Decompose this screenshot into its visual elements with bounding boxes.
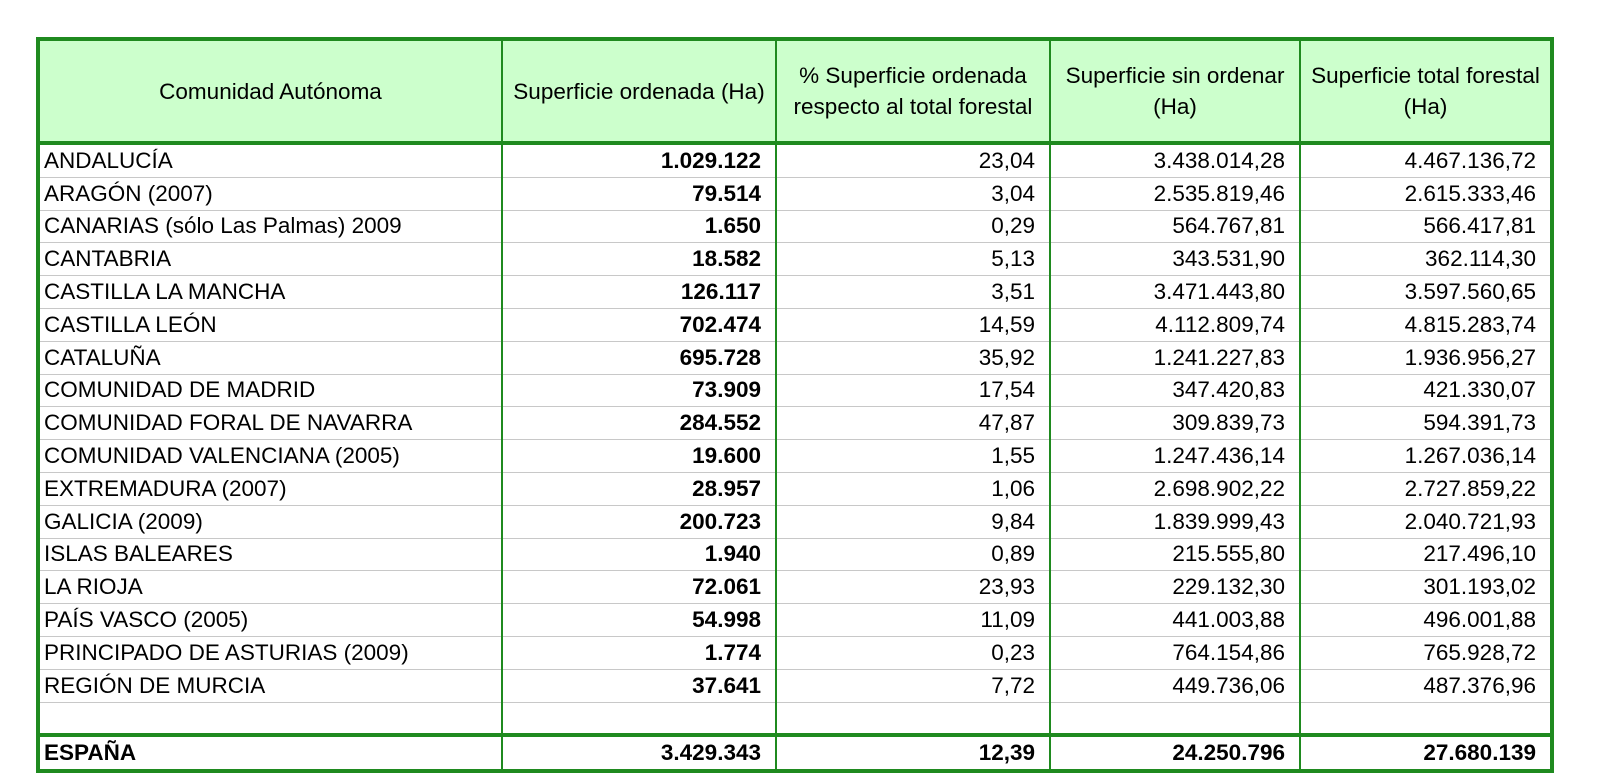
- cell-total: 566.417,81: [1300, 210, 1552, 243]
- header-total: Superficie total forestal (Ha): [1300, 39, 1552, 143]
- cell-total: 496.001,88: [1300, 604, 1552, 637]
- cell-ordered: 695.728: [502, 341, 776, 374]
- cell-total: 3.597.560,65: [1300, 276, 1552, 309]
- cell-pct: 3,51: [776, 276, 1050, 309]
- cell-region: COMUNIDAD FORAL DE NAVARRA: [38, 407, 502, 440]
- cell-region: CANTABRIA: [38, 243, 502, 276]
- cell-unordered: 449.736,06: [1050, 669, 1300, 702]
- cell-region: PRINCIPADO DE ASTURIAS (2009): [38, 636, 502, 669]
- table-row: [38, 604, 1552, 637]
- table-row: [38, 505, 1552, 538]
- table-header: [38, 39, 1552, 143]
- cell-pct: 1,55: [776, 440, 1050, 473]
- cell-pct: 47,87: [776, 407, 1050, 440]
- cell-ordered: 73.909: [502, 374, 776, 407]
- cell-ordered: 1.774: [502, 636, 776, 669]
- cell-total: 301.193,02: [1300, 571, 1552, 604]
- cell-unordered: 3.471.443,80: [1050, 276, 1300, 309]
- table-row: [38, 538, 1552, 571]
- cell-pct: 35,92: [776, 341, 1050, 374]
- total-ordered: 3.429.343: [502, 735, 776, 771]
- cell-pct: 5,13: [776, 243, 1050, 276]
- cell-total: 217.496,10: [1300, 538, 1552, 571]
- cell-region: CANARIAS (sólo Las Palmas) 2009: [38, 210, 502, 243]
- cell-unordered: 564.767,81: [1050, 210, 1300, 243]
- cell-total: 487.376,96: [1300, 669, 1552, 702]
- total-unordered: 24.250.796: [1050, 735, 1300, 771]
- cell-pct: 9,84: [776, 505, 1050, 538]
- cell-ordered: 1.940: [502, 538, 776, 571]
- cell-region: COMUNIDAD VALENCIANA (2005): [38, 440, 502, 473]
- table-row: [38, 341, 1552, 374]
- cell-unordered: 764.154,86: [1050, 636, 1300, 669]
- cell-ordered: 702.474: [502, 308, 776, 341]
- table-body: [38, 143, 1552, 771]
- header-pct: % Superficie ordenada respecto al total forestal: [776, 39, 1050, 143]
- cell-total: 2.727.859,22: [1300, 472, 1552, 505]
- cell-region: ARAGÓN (2007): [38, 177, 502, 210]
- header-unordered: Superficie sin ordenar (Ha): [1050, 39, 1300, 143]
- cell-pct: 17,54: [776, 374, 1050, 407]
- cell-pct: 23,93: [776, 571, 1050, 604]
- cell-total: 4.815.283,74: [1300, 308, 1552, 341]
- cell-unordered: 441.003,88: [1050, 604, 1300, 637]
- table-row: [38, 143, 1552, 177]
- blank-cell: [38, 702, 502, 735]
- cell-unordered: 2.535.819,46: [1050, 177, 1300, 210]
- cell-pct: 23,04: [776, 143, 1050, 177]
- blank-cell: [1300, 702, 1552, 735]
- cell-total: 1.936.956,27: [1300, 341, 1552, 374]
- forest-surface-table: [36, 37, 1554, 773]
- header-ordered: Superficie ordenada (Ha): [502, 39, 776, 143]
- cell-unordered: 229.132,30: [1050, 571, 1300, 604]
- table-row: [38, 276, 1552, 309]
- total-pct: 12,39: [776, 735, 1050, 771]
- total-total: 27.680.139: [1300, 735, 1552, 771]
- cell-unordered: 3.438.014,28: [1050, 143, 1300, 177]
- cell-unordered: 343.531,90: [1050, 243, 1300, 276]
- cell-total: 362.114,30: [1300, 243, 1552, 276]
- cell-total: 594.391,73: [1300, 407, 1552, 440]
- table-row: [38, 374, 1552, 407]
- table-row: [38, 571, 1552, 604]
- cell-ordered: 37.641: [502, 669, 776, 702]
- cell-region: GALICIA (2009): [38, 505, 502, 538]
- cell-region: ISLAS BALEARES: [38, 538, 502, 571]
- cell-region: EXTREMADURA (2007): [38, 472, 502, 505]
- forest-surface-table-container: [36, 37, 1550, 773]
- cell-unordered: 347.420,83: [1050, 374, 1300, 407]
- cell-total: 2.615.333,46: [1300, 177, 1552, 210]
- cell-region: REGIÓN DE MURCIA: [38, 669, 502, 702]
- cell-region: PAÍS VASCO (2005): [38, 604, 502, 637]
- cell-ordered: 1.650: [502, 210, 776, 243]
- cell-total: 765.928,72: [1300, 636, 1552, 669]
- header-row: [38, 39, 1552, 143]
- table-row: [38, 669, 1552, 702]
- cell-ordered: 19.600: [502, 440, 776, 473]
- blank-cell: [502, 702, 776, 735]
- table-row: [38, 308, 1552, 341]
- cell-ordered: 72.061: [502, 571, 776, 604]
- cell-unordered: 215.555,80: [1050, 538, 1300, 571]
- cell-pct: 1,06: [776, 472, 1050, 505]
- cell-total: 421.330,07: [1300, 374, 1552, 407]
- cell-pct: 11,09: [776, 604, 1050, 637]
- cell-region: COMUNIDAD DE MADRID: [38, 374, 502, 407]
- cell-pct: 0,89: [776, 538, 1050, 571]
- cell-ordered: 1.029.122: [502, 143, 776, 177]
- cell-ordered: 28.957: [502, 472, 776, 505]
- cell-unordered: 309.839,73: [1050, 407, 1300, 440]
- blank-cell: [1050, 702, 1300, 735]
- table-row: [38, 440, 1552, 473]
- cell-total: 2.040.721,93: [1300, 505, 1552, 538]
- cell-total: 1.267.036,14: [1300, 440, 1552, 473]
- cell-unordered: 1.247.436,14: [1050, 440, 1300, 473]
- cell-pct: 3,04: [776, 177, 1050, 210]
- cell-region: ANDALUCÍA: [38, 143, 502, 177]
- cell-unordered: 1.241.227,83: [1050, 341, 1300, 374]
- table-row: [38, 407, 1552, 440]
- document-title-clipped: [0, 0, 1600, 6]
- cell-pct: 14,59: [776, 308, 1050, 341]
- cell-ordered: 79.514: [502, 177, 776, 210]
- cell-unordered: 4.112.809,74: [1050, 308, 1300, 341]
- cell-ordered: 126.117: [502, 276, 776, 309]
- cell-pct: 0,23: [776, 636, 1050, 669]
- cell-region: CASTILLA LA MANCHA: [38, 276, 502, 309]
- cell-region: CASTILLA LEÓN: [38, 308, 502, 341]
- table-row: [38, 210, 1552, 243]
- table-row: [38, 472, 1552, 505]
- table-row: [38, 243, 1552, 276]
- cell-pct: 0,29: [776, 210, 1050, 243]
- cell-ordered: 200.723: [502, 505, 776, 538]
- blank-row: [38, 702, 1552, 735]
- cell-unordered: 2.698.902,22: [1050, 472, 1300, 505]
- cell-ordered: 54.998: [502, 604, 776, 637]
- total-region: ESPAÑA: [38, 735, 502, 771]
- cell-region: LA RIOJA: [38, 571, 502, 604]
- cell-unordered: 1.839.999,43: [1050, 505, 1300, 538]
- blank-cell: [776, 702, 1050, 735]
- cell-total: 4.467.136,72: [1300, 143, 1552, 177]
- cell-pct: 7,72: [776, 669, 1050, 702]
- cell-region: CATALUÑA: [38, 341, 502, 374]
- table-row: [38, 177, 1552, 210]
- cell-ordered: 284.552: [502, 407, 776, 440]
- header-region: Comunidad Autónoma: [38, 39, 502, 143]
- total-row: [38, 735, 1552, 771]
- table-row: [38, 636, 1552, 669]
- cell-ordered: 18.582: [502, 243, 776, 276]
